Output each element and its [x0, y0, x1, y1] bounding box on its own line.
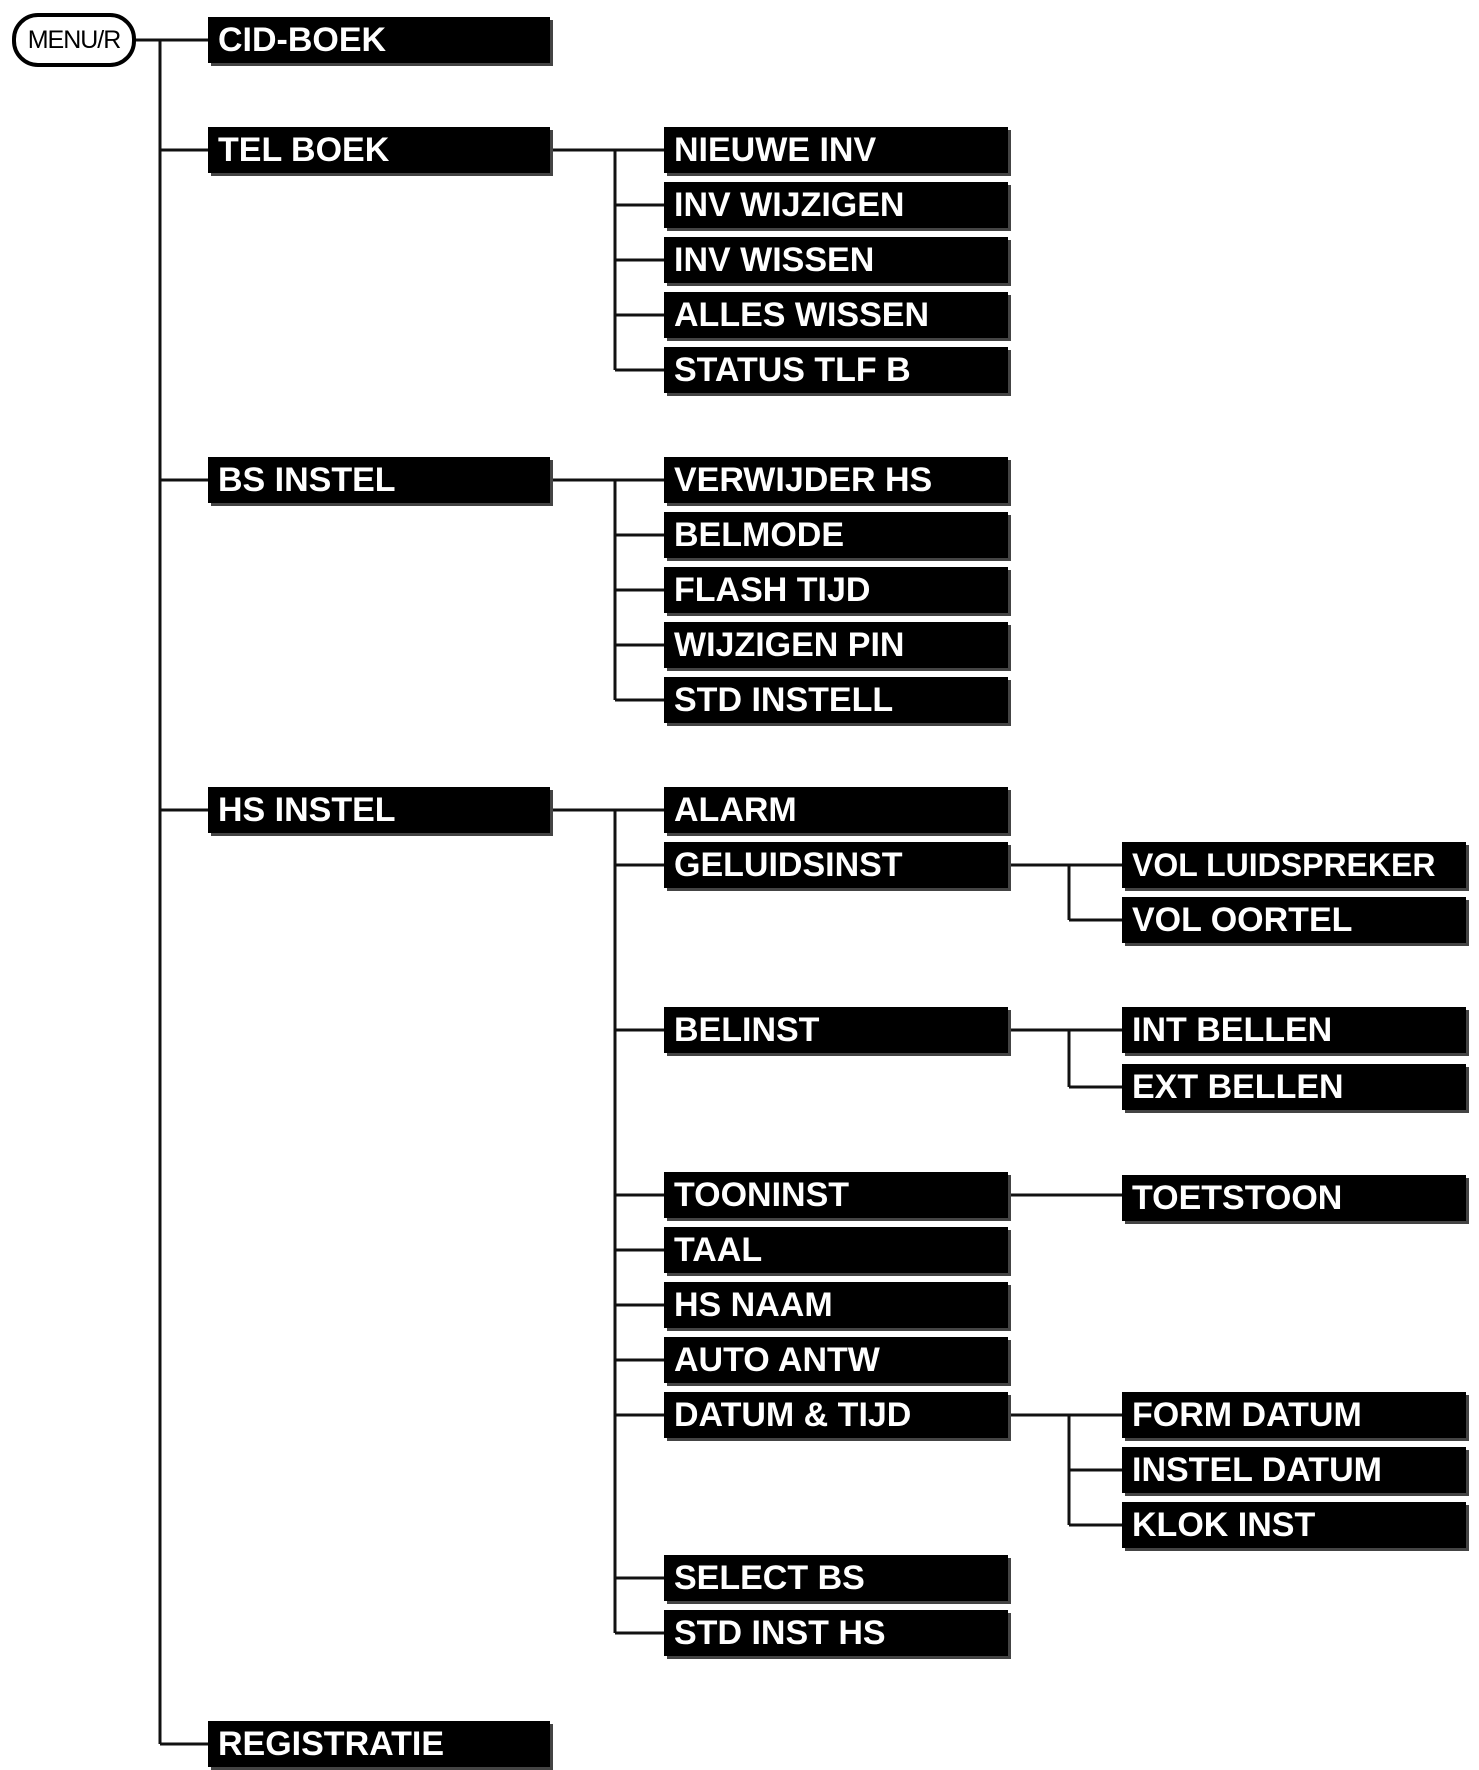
- menu-form-datum: FORM DATUM: [1122, 1392, 1466, 1438]
- menu-tel-boek: TEL BOEK: [208, 127, 550, 173]
- menu-tooninst: TOONINST: [664, 1172, 1008, 1218]
- menu-belinst: BELINST: [664, 1007, 1008, 1053]
- menu-inv-wijzigen: INV WIJZIGEN: [664, 182, 1008, 228]
- menu-alles-wissen: ALLES WISSEN: [664, 292, 1008, 338]
- menu-klok-inst: KLOK INST: [1122, 1502, 1466, 1548]
- menu-inv-wissen: INV WISSEN: [664, 237, 1008, 283]
- menu-status-tlf-b: STATUS TLF B: [664, 347, 1008, 393]
- menu-verwijder-hs: VERWIJDER HS: [664, 457, 1008, 503]
- menu-geluidsinst: GELUIDSINST: [664, 842, 1008, 888]
- menu-taal: TAAL: [664, 1227, 1008, 1273]
- menu-nieuwe-inv: NIEUWE INV: [664, 127, 1008, 173]
- menu-auto-antw: AUTO ANTW: [664, 1337, 1008, 1383]
- menu-datum-tijd: DATUM & TIJD: [664, 1392, 1008, 1438]
- menu-hs-naam: HS NAAM: [664, 1282, 1008, 1328]
- menu-vol-oortel: VOL OORTEL: [1122, 897, 1466, 943]
- menu-vol-luidspreker: VOL LUIDSPREKER: [1122, 842, 1466, 888]
- menu-std-instell: STD INSTELL: [664, 677, 1008, 723]
- menu-toetstoon: TOETSTOON: [1122, 1175, 1466, 1221]
- menu-r-key: MENU/R: [12, 13, 136, 67]
- menu-select-bs: SELECT BS: [664, 1555, 1008, 1601]
- menu-hs-instel: HS INSTEL: [208, 787, 550, 833]
- menu-belmode: BELMODE: [664, 512, 1008, 558]
- menu-alarm: ALARM: [664, 787, 1008, 833]
- menu-ext-bellen: EXT BELLEN: [1122, 1064, 1466, 1110]
- menu-registratie: REGISTRATIE: [208, 1721, 550, 1767]
- menu-std-inst-hs: STD INST HS: [664, 1610, 1008, 1656]
- menu-instel-datum: INSTEL DATUM: [1122, 1447, 1466, 1493]
- menu-wijzigen-pin: WIJZIGEN PIN: [664, 622, 1008, 668]
- menu-bs-instel: BS INSTEL: [208, 457, 550, 503]
- menu-cid-boek: CID-BOEK: [208, 17, 550, 63]
- menu-flash-tijd: FLASH TIJD: [664, 567, 1008, 613]
- menu-int-bellen: INT BELLEN: [1122, 1007, 1466, 1053]
